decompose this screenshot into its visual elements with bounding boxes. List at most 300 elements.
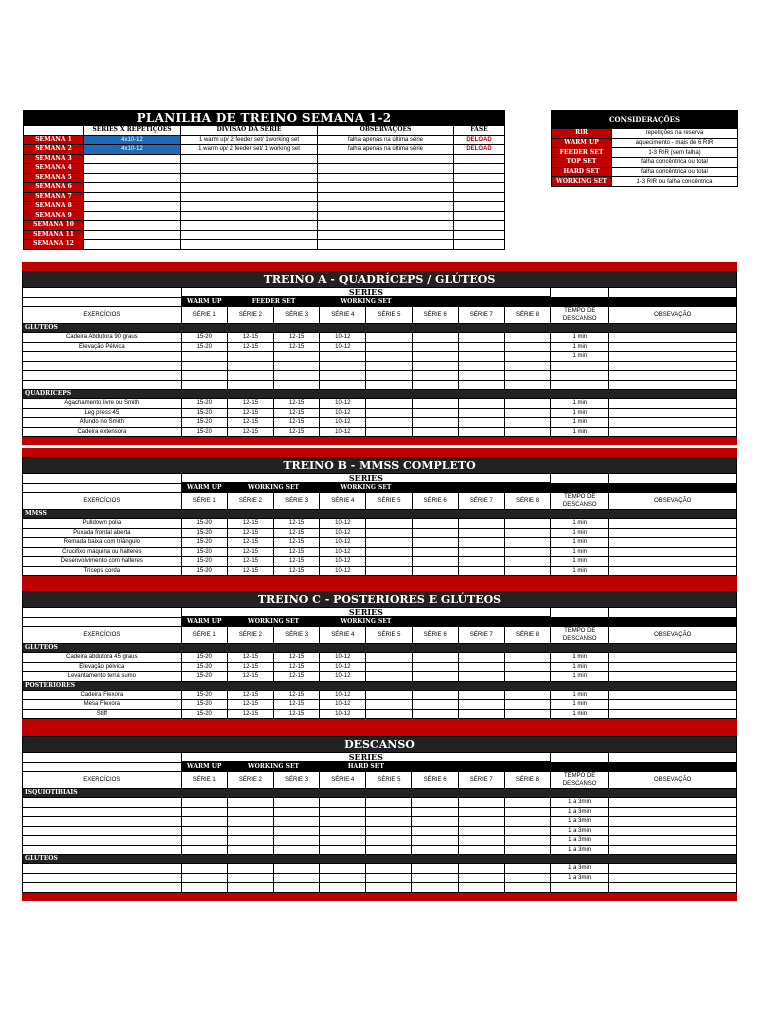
week-reps[interactable] <box>84 173 181 183</box>
series-cell[interactable]: 12-15 <box>227 342 273 352</box>
series-cell[interactable] <box>504 333 550 343</box>
series-cell[interactable] <box>504 672 550 682</box>
week-reps[interactable] <box>84 211 181 221</box>
obs-cell[interactable] <box>609 333 737 343</box>
obs-cell[interactable] <box>609 371 737 381</box>
series-cell[interactable] <box>458 662 504 672</box>
series-cell[interactable] <box>412 826 458 836</box>
series-cell[interactable]: 10-12 <box>320 547 366 557</box>
series-cell[interactable] <box>366 538 412 548</box>
series-cell[interactable] <box>227 361 273 371</box>
obs-cell[interactable] <box>609 653 737 663</box>
obs-cell[interactable] <box>609 836 737 846</box>
obs-cell[interactable] <box>609 566 737 576</box>
exercise-name[interactable]: Cadeira abdutora 45 graus <box>23 653 182 663</box>
series-cell[interactable]: 15-20 <box>181 547 227 557</box>
rest-cell[interactable]: 1 min <box>551 690 609 700</box>
week-phase[interactable] <box>454 211 505 221</box>
series-cell[interactable]: 15-20 <box>181 538 227 548</box>
rest-cell[interactable]: 1 min <box>551 662 609 672</box>
series-cell[interactable] <box>366 883 412 893</box>
series-cell[interactable]: 10-12 <box>320 519 366 529</box>
exercise-name[interactable]: Pulldown polia <box>23 519 182 529</box>
rest-cell[interactable]: 1 min <box>551 528 609 538</box>
series-cell[interactable] <box>320 836 366 846</box>
series-cell[interactable] <box>458 361 504 371</box>
series-cell[interactable] <box>320 380 366 390</box>
series-cell[interactable] <box>227 817 273 827</box>
series-cell[interactable] <box>181 352 227 362</box>
obs-cell[interactable] <box>609 352 737 362</box>
series-cell[interactable] <box>504 408 550 418</box>
series-cell[interactable] <box>181 361 227 371</box>
rest-cell[interactable]: 1 min <box>551 519 609 529</box>
exercise-name[interactable]: Cadeira extensora <box>23 427 182 437</box>
series-cell[interactable] <box>366 836 412 846</box>
series-cell[interactable] <box>320 864 366 874</box>
series-cell[interactable] <box>320 798 366 808</box>
series-cell[interactable] <box>366 352 412 362</box>
series-cell[interactable] <box>273 873 319 883</box>
series-cell[interactable] <box>273 864 319 874</box>
obs-cell[interactable] <box>609 547 737 557</box>
series-cell[interactable]: 10-12 <box>320 528 366 538</box>
week-reps[interactable] <box>84 240 181 250</box>
series-cell[interactable]: 12-15 <box>274 672 320 682</box>
series-cell[interactable] <box>366 700 412 710</box>
rest-cell[interactable]: 1 min <box>551 333 609 343</box>
series-cell[interactable]: 10-12 <box>320 427 366 437</box>
rest-cell[interactable]: 1 a 3min <box>551 798 609 808</box>
exercise-name[interactable] <box>23 371 182 381</box>
series-cell[interactable] <box>181 883 227 893</box>
series-cell[interactable] <box>412 566 458 576</box>
series-cell[interactable] <box>458 845 504 855</box>
series-cell[interactable]: 12-15 <box>274 519 320 529</box>
series-cell[interactable]: 12-15 <box>227 399 273 409</box>
obs-cell[interactable] <box>609 883 737 893</box>
rest-cell[interactable]: 1 a 3min <box>551 836 609 846</box>
series-cell[interactable] <box>274 361 320 371</box>
obs-cell[interactable] <box>609 408 737 418</box>
obs-cell[interactable] <box>609 528 737 538</box>
series-cell[interactable]: 12-15 <box>274 547 320 557</box>
rest-cell[interactable]: 1 min <box>551 547 609 557</box>
exercise-name[interactable] <box>23 817 182 827</box>
week-obs[interactable] <box>318 211 454 221</box>
series-cell[interactable] <box>320 352 366 362</box>
week-reps[interactable]: 4x10-12 <box>84 135 181 145</box>
obs-cell[interactable] <box>609 519 737 529</box>
series-cell[interactable] <box>458 538 504 548</box>
series-cell[interactable]: 12-15 <box>227 538 273 548</box>
series-cell[interactable] <box>504 380 550 390</box>
exercise-name[interactable]: Levantamento terra sumo <box>23 672 182 682</box>
rest-cell[interactable]: 1 min <box>551 557 609 567</box>
series-cell[interactable] <box>458 700 504 710</box>
series-cell[interactable] <box>273 883 319 893</box>
week-reps[interactable]: 4x10-12 <box>84 145 181 155</box>
week-division[interactable] <box>181 211 318 221</box>
rest-cell[interactable] <box>551 371 609 381</box>
series-cell[interactable]: 15-20 <box>181 342 227 352</box>
series-cell[interactable] <box>366 557 412 567</box>
week-division[interactable]: 1 warm up/ 2 feeder set/ 1 working set <box>181 145 318 155</box>
series-cell[interactable] <box>412 807 458 817</box>
series-cell[interactable]: 12-15 <box>274 709 320 719</box>
series-cell[interactable] <box>366 690 412 700</box>
exercise-name[interactable] <box>23 826 182 836</box>
series-cell[interactable] <box>504 807 550 817</box>
obs-cell[interactable] <box>609 418 737 428</box>
week-division[interactable] <box>181 183 318 193</box>
series-cell[interactable]: 12-15 <box>227 408 273 418</box>
series-cell[interactable] <box>227 873 273 883</box>
series-cell[interactable] <box>504 690 550 700</box>
series-cell[interactable]: 15-20 <box>181 399 227 409</box>
series-cell[interactable] <box>181 845 227 855</box>
series-cell[interactable] <box>273 845 319 855</box>
series-cell[interactable] <box>458 380 504 390</box>
series-cell[interactable] <box>458 817 504 827</box>
series-cell[interactable] <box>412 873 458 883</box>
series-cell[interactable]: 12-15 <box>274 700 320 710</box>
series-cell[interactable] <box>504 700 550 710</box>
series-cell[interactable] <box>366 333 412 343</box>
obs-cell[interactable] <box>609 557 737 567</box>
series-cell[interactable]: 10-12 <box>320 408 366 418</box>
series-cell[interactable] <box>458 519 504 529</box>
exercise-name[interactable]: Elevação pélvica <box>23 662 182 672</box>
obs-cell[interactable] <box>609 700 737 710</box>
series-cell[interactable]: 12-15 <box>274 538 320 548</box>
series-cell[interactable] <box>504 836 550 846</box>
rest-cell[interactable]: 1 a 3min <box>551 817 609 827</box>
series-cell[interactable] <box>504 662 550 672</box>
series-cell[interactable]: 15-20 <box>181 519 227 529</box>
series-cell[interactable]: 12-15 <box>227 672 273 682</box>
obs-cell[interactable] <box>609 709 737 719</box>
series-cell[interactable]: 15-20 <box>181 408 227 418</box>
series-cell[interactable] <box>504 371 550 381</box>
exercise-name[interactable]: Leg press 45 <box>23 408 182 418</box>
series-cell[interactable] <box>504 352 550 362</box>
exercise-name[interactable] <box>23 798 182 808</box>
series-cell[interactable] <box>366 873 412 883</box>
obs-cell[interactable] <box>609 399 737 409</box>
series-cell[interactable]: 10-12 <box>320 557 366 567</box>
week-reps[interactable] <box>84 164 181 174</box>
exercise-name[interactable]: Crucifixo máquina ou halteres <box>23 547 182 557</box>
series-cell[interactable] <box>366 709 412 719</box>
series-cell[interactable] <box>273 836 319 846</box>
rest-cell[interactable]: 1 min <box>551 709 609 719</box>
series-cell[interactable] <box>273 826 319 836</box>
series-cell[interactable] <box>458 864 504 874</box>
series-cell[interactable] <box>320 883 366 893</box>
series-cell[interactable] <box>412 519 458 529</box>
series-cell[interactable]: 12-15 <box>227 709 273 719</box>
week-phase[interactable] <box>454 192 505 202</box>
series-cell[interactable] <box>412 653 458 663</box>
week-division[interactable] <box>181 240 318 250</box>
obs-cell[interactable] <box>609 798 737 808</box>
rest-cell[interactable]: 1 min <box>551 342 609 352</box>
week-obs[interactable] <box>318 154 454 164</box>
week-division[interactable] <box>181 164 318 174</box>
series-cell[interactable] <box>412 672 458 682</box>
obs-cell[interactable] <box>609 873 737 883</box>
series-cell[interactable] <box>504 519 550 529</box>
week-phase[interactable] <box>454 230 505 240</box>
series-cell[interactable] <box>366 845 412 855</box>
series-cell[interactable] <box>320 361 366 371</box>
rest-cell[interactable] <box>551 380 609 390</box>
week-division[interactable] <box>181 230 318 240</box>
exercise-name[interactable] <box>23 352 182 362</box>
series-cell[interactable] <box>320 371 366 381</box>
series-cell[interactable] <box>412 538 458 548</box>
week-obs[interactable] <box>318 164 454 174</box>
series-cell[interactable]: 12-15 <box>227 653 273 663</box>
exercise-name[interactable]: Elevação Pélvica <box>23 342 182 352</box>
series-cell[interactable] <box>181 798 227 808</box>
week-obs[interactable]: falha apenas na última série <box>318 145 454 155</box>
series-cell[interactable] <box>458 547 504 557</box>
series-cell[interactable]: 10-12 <box>320 418 366 428</box>
series-cell[interactable] <box>412 361 458 371</box>
series-cell[interactable]: 10-12 <box>320 690 366 700</box>
series-cell[interactable] <box>412 342 458 352</box>
week-reps[interactable] <box>84 183 181 193</box>
series-cell[interactable]: 12-15 <box>274 557 320 567</box>
series-cell[interactable] <box>458 342 504 352</box>
week-phase[interactable]: DELOAD <box>454 135 505 145</box>
series-cell[interactable] <box>504 361 550 371</box>
week-obs[interactable] <box>318 240 454 250</box>
obs-cell[interactable] <box>609 538 737 548</box>
series-cell[interactable] <box>412 333 458 343</box>
week-phase[interactable] <box>454 164 505 174</box>
week-phase[interactable] <box>454 240 505 250</box>
series-cell[interactable] <box>366 371 412 381</box>
series-cell[interactable] <box>366 418 412 428</box>
series-cell[interactable] <box>458 826 504 836</box>
series-cell[interactable] <box>320 807 366 817</box>
exercise-name[interactable]: Puxada frontal aberta <box>23 528 182 538</box>
exercise-name[interactable] <box>23 864 182 874</box>
series-cell[interactable] <box>366 380 412 390</box>
series-cell[interactable]: 12-15 <box>274 333 320 343</box>
exercise-name[interactable]: Stiff <box>23 709 182 719</box>
exercise-name[interactable] <box>23 836 182 846</box>
week-phase[interactable]: DELOAD <box>454 145 505 155</box>
series-cell[interactable] <box>273 817 319 827</box>
obs-cell[interactable] <box>609 817 737 827</box>
series-cell[interactable] <box>504 798 550 808</box>
rest-cell[interactable]: 1 min <box>551 399 609 409</box>
week-phase[interactable] <box>454 183 505 193</box>
week-obs[interactable] <box>318 173 454 183</box>
series-cell[interactable] <box>412 817 458 827</box>
series-cell[interactable] <box>366 528 412 538</box>
series-cell[interactable]: 10-12 <box>320 653 366 663</box>
week-obs[interactable] <box>318 230 454 240</box>
rest-cell[interactable] <box>551 883 609 893</box>
exercise-name[interactable] <box>23 361 182 371</box>
rest-cell[interactable]: 1 a 3min <box>551 826 609 836</box>
exercise-name[interactable]: Desenvolvimento com halteres <box>23 557 182 567</box>
rest-cell[interactable]: 1 min <box>551 566 609 576</box>
week-division[interactable]: 1 warm up/ 2 feeder set/ 1working set <box>181 135 318 145</box>
rest-cell[interactable]: 1 a 3min <box>551 873 609 883</box>
series-cell[interactable] <box>274 380 320 390</box>
exercise-name[interactable]: Mesa Flexora <box>23 700 182 710</box>
series-cell[interactable] <box>412 399 458 409</box>
series-cell[interactable] <box>458 566 504 576</box>
obs-cell[interactable] <box>609 672 737 682</box>
series-cell[interactable] <box>181 873 227 883</box>
series-cell[interactable] <box>366 826 412 836</box>
obs-cell[interactable] <box>609 826 737 836</box>
obs-cell[interactable] <box>609 427 737 437</box>
series-cell[interactable] <box>412 700 458 710</box>
series-cell[interactable]: 12-15 <box>274 528 320 538</box>
exercise-name[interactable]: Cadeira Flexora <box>23 690 182 700</box>
series-cell[interactable] <box>412 528 458 538</box>
series-cell[interactable] <box>412 883 458 893</box>
series-cell[interactable] <box>181 836 227 846</box>
series-cell[interactable] <box>181 826 227 836</box>
week-obs[interactable] <box>318 183 454 193</box>
series-cell[interactable] <box>227 826 273 836</box>
series-cell[interactable] <box>366 662 412 672</box>
obs-cell[interactable] <box>609 690 737 700</box>
series-cell[interactable] <box>366 653 412 663</box>
series-cell[interactable] <box>181 807 227 817</box>
series-cell[interactable] <box>366 399 412 409</box>
series-cell[interactable] <box>412 427 458 437</box>
week-obs[interactable] <box>318 221 454 231</box>
series-cell[interactable]: 15-20 <box>181 653 227 663</box>
series-cell[interactable] <box>412 352 458 362</box>
series-cell[interactable] <box>181 864 227 874</box>
series-cell[interactable]: 12-15 <box>274 342 320 352</box>
series-cell[interactable]: 12-15 <box>227 557 273 567</box>
series-cell[interactable] <box>458 709 504 719</box>
exercise-name[interactable] <box>23 845 182 855</box>
series-cell[interactable] <box>504 817 550 827</box>
series-cell[interactable] <box>366 807 412 817</box>
week-obs[interactable] <box>318 192 454 202</box>
series-cell[interactable] <box>412 709 458 719</box>
rest-cell[interactable]: 1 min <box>551 418 609 428</box>
exercise-name[interactable]: Afundo no Smith <box>23 418 182 428</box>
series-cell[interactable] <box>366 519 412 529</box>
rest-cell[interactable]: 1 min <box>551 672 609 682</box>
series-cell[interactable] <box>504 566 550 576</box>
series-cell[interactable] <box>366 342 412 352</box>
series-cell[interactable] <box>504 399 550 409</box>
obs-cell[interactable] <box>609 864 737 874</box>
series-cell[interactable] <box>366 672 412 682</box>
series-cell[interactable] <box>504 826 550 836</box>
series-cell[interactable] <box>320 845 366 855</box>
series-cell[interactable] <box>504 557 550 567</box>
series-cell[interactable]: 10-12 <box>320 662 366 672</box>
series-cell[interactable]: 15-20 <box>181 662 227 672</box>
rest-cell[interactable]: 1 min <box>551 538 609 548</box>
series-cell[interactable]: 15-20 <box>181 709 227 719</box>
rest-cell[interactable]: 1 min <box>551 700 609 710</box>
exercise-name[interactable] <box>23 807 182 817</box>
rest-cell[interactable]: 1 min <box>551 427 609 437</box>
series-cell[interactable]: 12-15 <box>227 519 273 529</box>
series-cell[interactable]: 12-15 <box>274 418 320 428</box>
series-cell[interactable]: 10-12 <box>320 538 366 548</box>
series-cell[interactable]: 12-15 <box>227 333 273 343</box>
week-reps[interactable] <box>84 192 181 202</box>
week-division[interactable] <box>181 192 318 202</box>
week-division[interactable] <box>181 154 318 164</box>
series-cell[interactable] <box>227 798 273 808</box>
series-cell[interactable] <box>504 883 550 893</box>
series-cell[interactable] <box>366 361 412 371</box>
rest-cell[interactable]: 1 a 3min <box>551 845 609 855</box>
week-obs[interactable]: falha apenas na última série <box>318 135 454 145</box>
series-cell[interactable]: 12-15 <box>227 528 273 538</box>
exercise-name[interactable]: Remada baixa com triângulo <box>23 538 182 548</box>
series-cell[interactable] <box>366 566 412 576</box>
series-cell[interactable]: 12-15 <box>227 690 273 700</box>
series-cell[interactable] <box>412 836 458 846</box>
series-cell[interactable] <box>412 371 458 381</box>
series-cell[interactable] <box>227 371 273 381</box>
series-cell[interactable] <box>412 845 458 855</box>
series-cell[interactable] <box>458 399 504 409</box>
series-cell[interactable] <box>227 845 273 855</box>
series-cell[interactable]: 12-15 <box>227 662 273 672</box>
series-cell[interactable]: 15-20 <box>181 528 227 538</box>
series-cell[interactable] <box>458 653 504 663</box>
series-cell[interactable] <box>458 528 504 538</box>
series-cell[interactable] <box>181 371 227 381</box>
series-cell[interactable] <box>458 333 504 343</box>
week-phase[interactable] <box>454 202 505 212</box>
series-cell[interactable]: 10-12 <box>320 566 366 576</box>
week-reps[interactable] <box>84 202 181 212</box>
series-cell[interactable] <box>273 807 319 817</box>
obs-cell[interactable] <box>609 380 737 390</box>
series-cell[interactable] <box>458 427 504 437</box>
series-cell[interactable] <box>458 883 504 893</box>
exercise-name[interactable] <box>23 380 182 390</box>
series-cell[interactable]: 15-20 <box>181 427 227 437</box>
week-division[interactable] <box>181 173 318 183</box>
week-division[interactable] <box>181 221 318 231</box>
series-cell[interactable]: 12-15 <box>227 547 273 557</box>
series-cell[interactable]: 12-15 <box>274 566 320 576</box>
series-cell[interactable] <box>458 873 504 883</box>
obs-cell[interactable] <box>609 361 737 371</box>
series-cell[interactable] <box>412 798 458 808</box>
series-cell[interactable]: 12-15 <box>274 408 320 418</box>
series-cell[interactable] <box>366 408 412 418</box>
series-cell[interactable]: 12-15 <box>274 662 320 672</box>
rest-cell[interactable]: 1 min <box>551 408 609 418</box>
series-cell[interactable] <box>227 836 273 846</box>
series-cell[interactable] <box>458 798 504 808</box>
